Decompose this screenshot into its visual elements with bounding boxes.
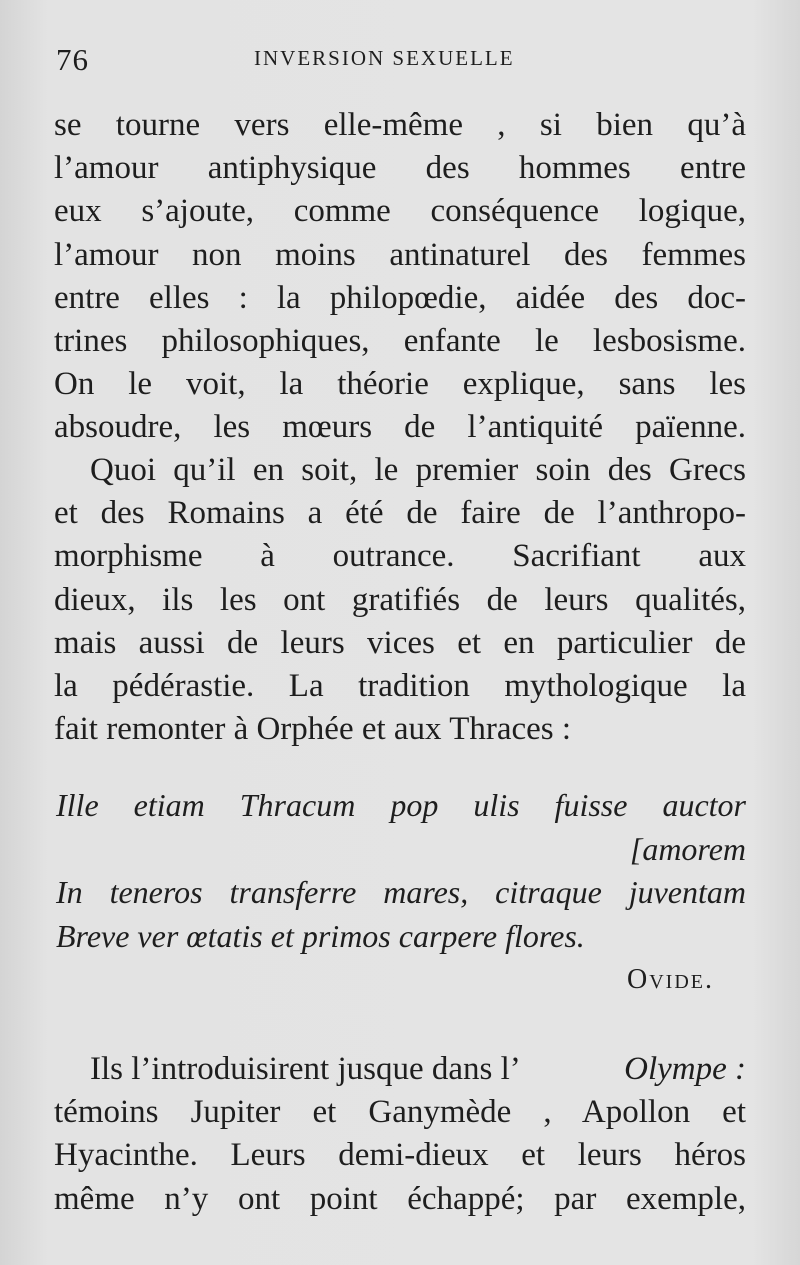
verse-attribution: Ovide. — [627, 964, 714, 995]
text-line: se tourne vers elle-même , si bien qu’à — [54, 107, 746, 143]
text-line: et des Romains a été de faire de l’anthropo- — [54, 495, 746, 532]
text-line — [54, 1048, 746, 1091]
text-line: témoins Jupiter et Ganymède , Apollon et — [54, 1094, 746, 1131]
verse-line: Ille etiam Thracum pop ulis fuisse auctor — [56, 787, 746, 823]
text-line: mais aussi de leurs vices et en particulier de — [54, 624, 746, 661]
text-line: l’amour non moins antinaturel des femmes — [54, 236, 746, 273]
text-line: dieux, ils les ont gratifiés de leurs qualités, — [54, 581, 746, 618]
verse-line: Breve ver œtatis et primos carpere flores. — [56, 917, 585, 954]
text-line: absoudre, les mœurs de l’antiquité païenne. — [54, 409, 746, 446]
text-fragment: Ils l’introduisirent jusque dans l’ — [90, 1051, 521, 1087]
running-head: INVERSION SEXUELLE — [254, 46, 515, 70]
text-line: morphisme à outrance. Sacrifiant aux — [54, 538, 746, 575]
verse-line-continuation: [amorem — [629, 830, 746, 867]
text-line: On le voit, la théorie explique, sans les — [54, 366, 746, 403]
text-line: eux s’ajoute, comme conséquence logique, — [54, 193, 746, 230]
text-line: l’amour antiphysique des hommes entre — [54, 150, 746, 187]
verse-line: In teneros transferre mares, citraque juventam — [56, 874, 746, 910]
text-line: trines philosophiques, enfante le lesbosisme. — [54, 322, 746, 359]
text-line: fait remonter à Orphée et aux Thraces : — [54, 711, 572, 748]
text-line: Hyacinthe. Leurs demi-dieux et leurs héros — [54, 1137, 746, 1174]
paragraph-2 — [54, 449, 746, 751]
emphasis-olympe: Olympe : — [624, 1051, 746, 1087]
text-line: la pédérastie. La tradition mythologique la — [54, 667, 746, 704]
verse-quotation — [56, 784, 746, 958]
page-header — [56, 38, 746, 82]
text-line: entre elles : la philopœdie, aidée des doc- — [54, 279, 746, 316]
paragraph-3 — [54, 1048, 746, 1221]
page-number: 76 — [56, 42, 89, 77]
text-line: Quoi qu’il en soit, le premier soin des Grecs — [90, 452, 746, 488]
paragraph-1 — [54, 104, 746, 450]
text-line: même n’y ont point échappé; par exemple, — [54, 1180, 746, 1217]
